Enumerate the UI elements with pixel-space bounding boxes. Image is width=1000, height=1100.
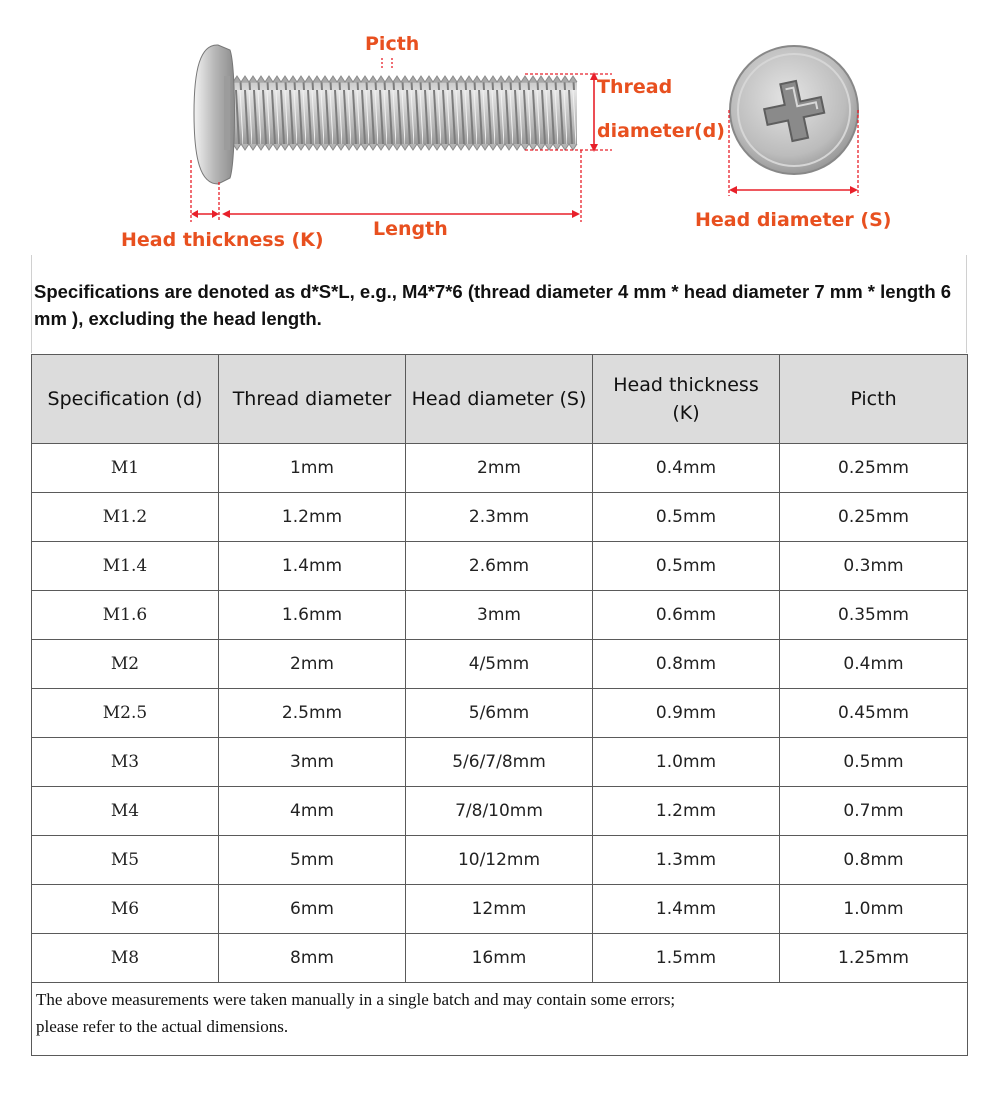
thread-diameter-cell: 8mm: [219, 934, 406, 983]
thread-diameter-cell: 5mm: [219, 836, 406, 885]
pitch-cell: 1.25mm: [780, 934, 968, 983]
footnote-row: [32, 983, 968, 1056]
spec-cell: M1: [32, 444, 219, 493]
table-row: [32, 493, 968, 542]
table-row: [32, 640, 968, 689]
footnote-line-1: The above measurements were taken manually in a single batch and may contain some errors;: [36, 990, 676, 1009]
footnote-line-2: please refer to the actual dimensions.: [36, 1017, 289, 1036]
spec-note: Specifications are denoted as d*S*L, e.g., M4*7*6 (thread diameter 4 mm * head diameter 7 mm * length 6 mm ), excluding the head length.: [34, 281, 952, 329]
head-diameter-cell: 4/5mm: [406, 640, 593, 689]
length-label: Length: [373, 218, 448, 240]
table-row: [32, 444, 968, 493]
thread-diameter-cell: 3mm: [219, 738, 406, 787]
pitch-cell: 0.4mm: [780, 640, 968, 689]
head-thickness-cell: 1.2mm: [593, 787, 780, 836]
head-diameter-cell: 10/12mm: [406, 836, 593, 885]
pitch-cell: 0.25mm: [780, 444, 968, 493]
thread-diameter-cell: 1.4mm: [219, 542, 406, 591]
head-diameter-cell: 12mm: [406, 885, 593, 934]
head-thickness-cell: 0.4mm: [593, 444, 780, 493]
thread-diameter-label: Thread: [597, 76, 673, 98]
thread-diameter-cell: 1mm: [219, 444, 406, 493]
screw-diagram: [0, 0, 1000, 255]
head-diameter-cell: 5/6/7/8mm: [406, 738, 593, 787]
head-thickness-cell: 0.8mm: [593, 640, 780, 689]
header-head-diameter: Head diameter (S): [406, 355, 593, 444]
spec-cell: M2: [32, 640, 219, 689]
head-diameter-cell: 2mm: [406, 444, 593, 493]
spec-cell: M6: [32, 885, 219, 934]
head-diameter-cell: 5/6mm: [406, 689, 593, 738]
spec-cell: M3: [32, 738, 219, 787]
thread-diameter-label-d: diameter(d): [597, 120, 725, 142]
spec-cell: M2.5: [32, 689, 219, 738]
table-row: [32, 885, 968, 934]
header-head-thickness: Head thickness (K): [593, 355, 780, 444]
table-row: [32, 738, 968, 787]
header-pitch: Picth: [780, 355, 968, 444]
thread-diameter-cell: 2mm: [219, 640, 406, 689]
head-thickness-cell: 1.5mm: [593, 934, 780, 983]
table-row: [32, 591, 968, 640]
spec-cell: M1.2: [32, 493, 219, 542]
head-thickness-cell: 0.5mm: [593, 542, 780, 591]
pitch-cell: 0.45mm: [780, 689, 968, 738]
table-row: [32, 836, 968, 885]
pitch-label: Picth: [365, 33, 420, 55]
thread-diameter-cell: 4mm: [219, 787, 406, 836]
pitch-cell: 0.8mm: [780, 836, 968, 885]
head-thickness-cell: 1.4mm: [593, 885, 780, 934]
head-diameter-cell: 2.6mm: [406, 542, 593, 591]
head-diameter-cell: 3mm: [406, 591, 593, 640]
table-row: [32, 542, 968, 591]
thread-diameter-cell: 6mm: [219, 885, 406, 934]
spec-cell: M8: [32, 934, 219, 983]
head-thickness-cell: 1.0mm: [593, 738, 780, 787]
table-header-row: [32, 355, 968, 444]
header-specification: Specification (d): [32, 355, 219, 444]
thread-diameter-cell: 2.5mm: [219, 689, 406, 738]
pitch-cell: 0.7mm: [780, 787, 968, 836]
pitch-cell: 1.0mm: [780, 885, 968, 934]
spec-cell: M4: [32, 787, 219, 836]
table-row: [32, 689, 968, 738]
pitch-cell: 0.35mm: [780, 591, 968, 640]
table-row: [32, 934, 968, 983]
head-diameter-label: Head diameter (S): [695, 209, 892, 231]
head-thickness-cell: 0.9mm: [593, 689, 780, 738]
head-thickness-cell: 1.3mm: [593, 836, 780, 885]
footnote: [32, 983, 968, 1056]
pitch-cell: 0.3mm: [780, 542, 968, 591]
spec-cell: M1.4: [32, 542, 219, 591]
header-thread-diameter: Thread diameter: [219, 355, 406, 444]
pitch-cell: 0.25mm: [780, 493, 968, 542]
thread-diameter-cell: 1.2mm: [219, 493, 406, 542]
spec-table: [31, 354, 968, 1056]
head-thickness-cell: 0.6mm: [593, 591, 780, 640]
head-diameter-cell: 7/8/10mm: [406, 787, 593, 836]
head-thickness-cell: 0.5mm: [593, 493, 780, 542]
screw-shaft: [225, 82, 577, 144]
spec-cell: M1.6: [32, 591, 219, 640]
screw-head-top-view: [730, 46, 858, 174]
thread-diameter-cell: 1.6mm: [219, 591, 406, 640]
table-row: [32, 787, 968, 836]
head-diameter-cell: 16mm: [406, 934, 593, 983]
head-thickness-label: Head thickness (K): [121, 229, 324, 251]
pitch-cell: 0.5mm: [780, 738, 968, 787]
spec-cell: M5: [32, 836, 219, 885]
head-diameter-cell: 2.3mm: [406, 493, 593, 542]
